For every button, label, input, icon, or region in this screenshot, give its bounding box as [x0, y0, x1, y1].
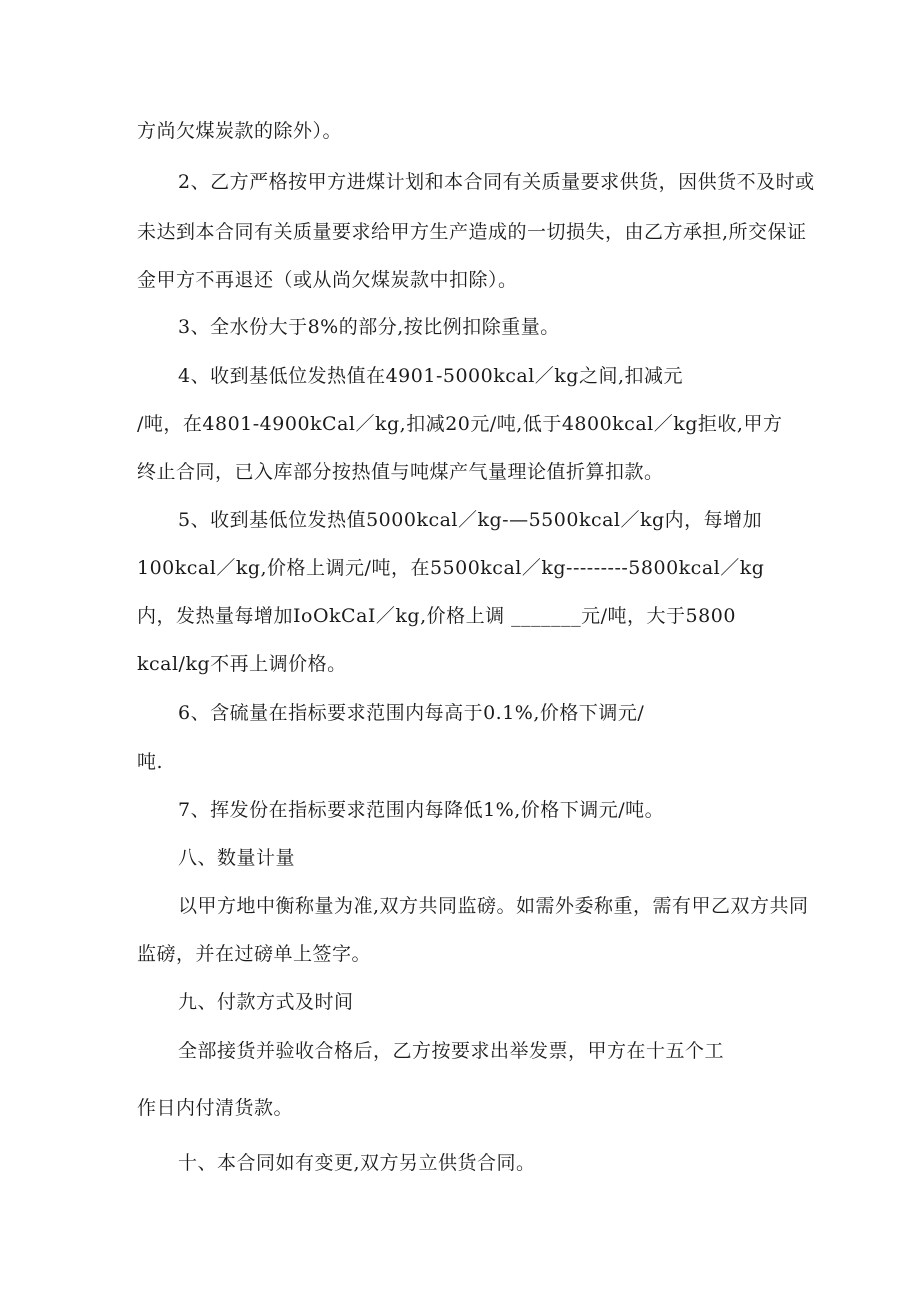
text-line: 2、乙方严格按甲方进煤计划和本合同有关质量要求供货，因供货不及时或: [178, 171, 815, 193]
text-line: 100kcal／kg,价格上调元/吨，在5500kcal／kg---------5800kcal／kg: [137, 557, 765, 579]
text-line: 4、收到基低位发热值在4901-5000kcal／kg之间,扣减元: [178, 365, 683, 387]
section-heading: 九、付款方式及时间: [178, 991, 354, 1013]
text-line: 方尚欠煤炭款的除外）。: [137, 120, 343, 142]
text-line: 以甲方地中衡称量为准,双方共同监磅。如需外委称重，需有甲乙双方共同: [178, 895, 809, 917]
text-line: 作日内付清货款。: [137, 1097, 294, 1119]
text-line: 十、本合同如有变更,双方另立供货合同。: [178, 1152, 536, 1174]
text-line: 7、挥发份在指标要求范围内每降低1%,价格下调元/吨。: [178, 799, 665, 821]
text-line: 监磅，并在过磅单上签字。: [137, 943, 372, 965]
text-line: 金甲方不再退还（或从尚欠煤炭款中扣除）。: [137, 269, 518, 291]
text-line: 终止合同，已入库部分按热值与吨煤产气量理论值折算扣款。: [137, 461, 664, 483]
text-line: 6、含硫量在指标要求范围内每高于0.1%,价格下调元/: [178, 702, 645, 724]
text-line: 全部接货并验收合格后，乙方按要求出举发票，甲方在十五个工: [178, 1040, 725, 1062]
text-line: 5、收到基低位发热值5000kcal／kg-—5500kcal／kg内，每增加: [178, 509, 763, 531]
text-line: /吨，在4801-4900kCal／kg,扣减20元/吨,低于4800kcal／kg拒收,甲方: [137, 413, 783, 435]
text-line: kcal/kg不再上调价格。: [137, 653, 347, 675]
text-line: 吨.: [137, 751, 164, 773]
text-line: 3、全水份大于8%的部分,按比例扣除重量。: [178, 316, 560, 338]
text-line: 内，发热量每增加IoOkCaI／kg,价格上调 _______元/吨，大于5800: [137, 605, 736, 627]
section-heading: 八、数量计量: [178, 847, 296, 869]
text-line: 未达到本合同有关质量要求给甲方生产造成的一切损失，由乙方承担,所交保证: [137, 221, 807, 243]
